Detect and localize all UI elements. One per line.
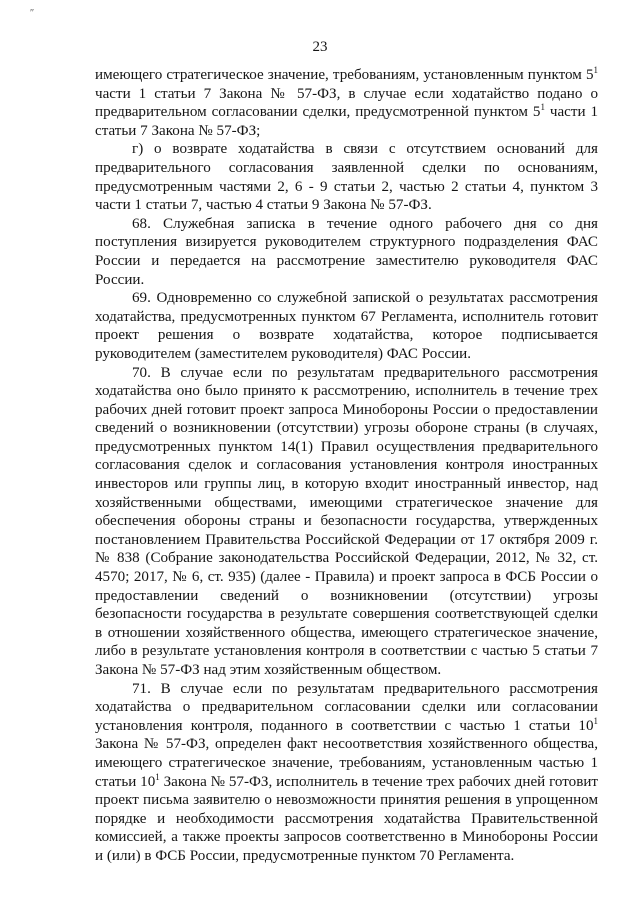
document-body: [95, 66, 598, 866]
paragraph-68: 68. Служебная записка в течение одного рабочего дня со дня поступления визируется руководителем структурного подразделения ФАС России и передается на рассмотрение заместителю руководителя ФАС России.: [95, 215, 598, 288]
superscript: 1: [593, 715, 598, 726]
paragraph-continuation: имеющего стратегическое значение, требованиям, установленным пунктом $5^1$ части 1 статьи 7 Закона № 57-ФЗ, в случае если ходатайство подано о предварительном согласовании сделки, предусмотренной пунктом $5^1$ части 1 статьи 7 Закона № 57-ФЗ;: [95, 65, 598, 139]
paragraph-71: 71. В случае если по результатам предварительного рассмотрения ходатайства о предварительном согласовании сделки или согласовании установления контроля, поданного в соответствии с частью 1 статьи $10^1$ Закона № 57-ФЗ, определен факт несоответствия хозяйственного общества, имеющего стратегическое значение, требованиям, установленным частью 1 статьи $10^1$ Закона № 57-ФЗ, исполнитель в течение трех рабочих дней готовит проект письма заявителю о невозможности принятия решения в упрощенном порядке и необходимости рассмотрения ходатайства Правительственной комиссией, а также проекты запросов соответственно в Минобороны России и (или) в ФСБ России, предусмотренные пунктом 70 Регламента.: [95, 680, 598, 864]
superscript: 1: [155, 771, 160, 782]
paragraph-subitem-g: г) о возврате ходатайства в связи с отсутствием оснований для предварительного согласования заявленной сделки по основаниям, предусмотренным частями 2, 6 - 9 статьи 2, частью 2 статьи 4, пунктом 3 части 1 статьи 7, частью 4 статьи 9 Закона № 57-ФЗ.: [95, 141, 598, 214]
paragraph-70: 70. В случае если по результатам предварительного рассмотрения ходатайства оно было принято к рассмотрению, исполнитель в течение трех рабочих дней готовит проект запроса Минобороны России о предоставлении сведений о возникновении (отсутствии) угрозы обороне страны (в случаях, предусмотренных пунктом 14(1) Правил осуществления предварительного согласования сделок и согласования установления контроля иностранных инвесторов или группы лиц, в которую входит иностранный инвестор, над хозяйственными обществами, имеющими стратегическое значение для обеспечения обороны страны и безопасности государства, утвержденных постановлением Правительства Российской Федерации от 17 октября 2009 г. № 838 (Собрание законодательства Российской Федерации, 2012, № 32, ст. 4570; 2017, № 6, ст. 935) (далее - Правила) и проект запроса в ФСБ России о предоставлении сведений о возникновении (отсутствии) угрозы безопасности государства в результате совершения соответствующей сделки в отношении хозяйственного общества, имеющего стратегическое значение, либо в результате установления контроля в соответствии с частью 5 статьи 7 Закона № 57-ФЗ над этим хозяйственным обществом.: [95, 364, 598, 678]
paragraph-69: 69. Одновременно со служебной запиской о результатах рассмотрения ходатайства, предусмотренных пунктом 67 Регламента, исполнитель готовит проект решения о возврате ходатайства, которое подписывается руководителем (заместителем руководителя) ФАС России.: [95, 290, 598, 362]
superscript: 1: [593, 65, 598, 75]
page-number: 23: [312, 39, 328, 55]
superscript: 1: [540, 102, 545, 113]
corner-mark: ″: [30, 8, 35, 19]
